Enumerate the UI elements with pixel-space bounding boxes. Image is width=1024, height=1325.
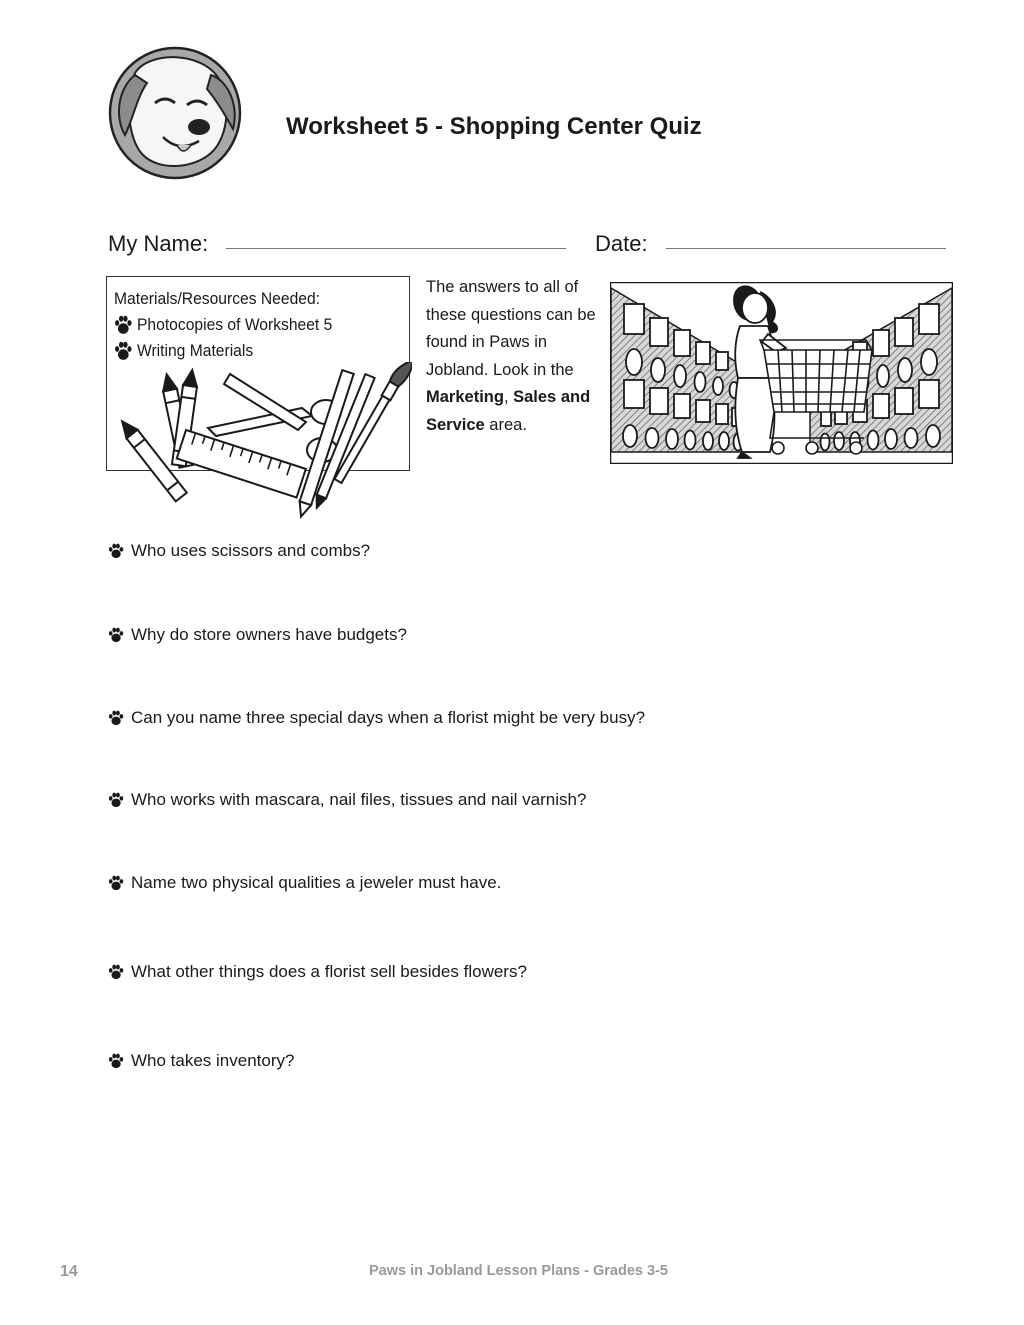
school-supplies-illustration [112,362,412,527]
question-text: Who takes inventory? [131,1051,295,1070]
question-text: What other things does a florist sell besides flowers? [131,962,527,981]
question-text: Name two physical qualities a jeweler must have. [131,873,502,892]
intro-lead: The answers to all of these questions can be found in Paws in Jobland. Look in the [426,278,596,379]
name-label: My Name: [108,231,209,256]
footer-title: Paws in Jobland Lesson Plans - Grades 3-5 [369,1263,668,1279]
materials-item-label: Photocopies of Worksheet 5 [137,315,333,334]
question-item [108,962,527,982]
paw-print-icon [108,543,124,559]
question-text: Can you name three special days when a florist might be very busy? [131,708,646,727]
intro-tail: area. [484,415,527,434]
paw-print-icon [108,964,124,980]
paw-print-icon [108,1053,124,1069]
date-field[interactable] [666,248,946,249]
page-number: 14 [60,1263,78,1280]
paw-print-icon [108,792,124,808]
intro-strong-sales: Sales and Service [426,388,591,434]
question-text: Why do store owners have budgets? [131,625,407,644]
question-text: Who works with mascara, nail files, tissues and nail varnish? [131,790,587,809]
question-text: Who uses scissors and combs? [131,541,371,560]
question-item [108,625,407,645]
paw-print-icon [114,341,132,361]
paw-print-icon [108,627,124,643]
question-item [108,708,645,728]
date-label: Date: [595,231,648,256]
question-item [108,1051,294,1071]
list-item [114,312,332,338]
intro-separator: , [503,388,514,406]
intro-text [426,274,606,439]
materials-item-label: Writing Materials [137,341,254,360]
shopper-illustration [610,282,953,464]
page-title: Worksheet 5 - Shopping Center Quiz [286,113,702,140]
paw-print-icon [108,710,124,726]
question-item [108,873,501,893]
list-item [114,338,332,364]
question-item [108,541,370,561]
materials-heading: Materials/Resources Needed: [114,289,321,308]
name-field[interactable] [226,248,566,249]
puppy-logo-icon [107,45,243,181]
paw-print-icon [108,875,124,891]
intro-strong-marketing: Marketing [426,388,504,406]
question-item [108,790,586,810]
paw-print-icon [114,315,132,335]
